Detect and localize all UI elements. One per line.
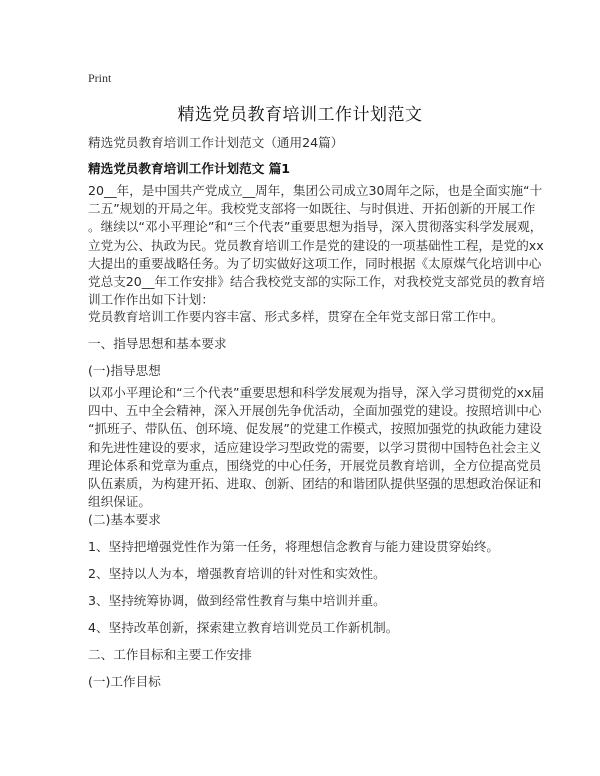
- paragraph-line: 二五”规划的开局之年。我校党支部将一如既往、与时俱进、开拓创新的开展工作: [88, 201, 536, 217]
- page-title: 精选党员教育培训工作计划范文: [177, 105, 423, 125]
- paragraph-line: 。继续以“邓小平理论”和“三个代表”重要思想为指导，深入贯彻落实科学发展观，: [88, 219, 543, 235]
- paragraph-line: 20__年，是中国共产党成立__周年，集团公司成立30周年之际，也是全面实施“十: [88, 183, 543, 198]
- paragraph-line: 四中、五中全会精神，深入开展创先争优活动，全面加强党的建设。按照培训中心: [88, 403, 542, 419]
- paragraph-line: 党总支20__年工作安排》结合我校党支部的实际工作，对我校党支部党员的教育培: [88, 274, 545, 290]
- paragraph-line: 大提出的重要战略任务。为了切实做好这项工作，同时根据《太原煤气化培训中心: [88, 255, 542, 271]
- print-label: Print: [88, 71, 112, 85]
- heading-guiding-and-requirements: 一、指导思想和基本要求: [88, 336, 227, 351]
- requirement-item: 2、坚持以人为本，增强教育培训的针对性和实效性。: [88, 566, 386, 581]
- paragraph-line: 和先进性建设的要求，适应建设学习型政党的需要，以学习贯彻中国特色社会主义: [88, 439, 542, 455]
- paragraph-line: 组织保证。: [88, 494, 151, 510]
- paragraph-line: 训工作作出如下计划：: [88, 292, 214, 308]
- paragraph-line: 理论体系和党章为重点，围绕党的中心任务，开展党员教育培训，全方位提高党员: [88, 457, 542, 473]
- requirement-item: 3、坚持统筹协调，做到经常性教育与集中培训并重。: [88, 593, 386, 608]
- subheading-basic-requirements: (二)基本要求: [88, 512, 161, 527]
- section-heading: 精选党员教育培训工作计划范文 篇1: [88, 161, 291, 176]
- paragraph-line: 队伍素质，为构建开拓、进取、创新、团结的和谐团队提供坚强的思想政治保证和: [88, 476, 542, 492]
- paragraph-line: 立党为公、执政为民。党员教育培训工作是党的建设的一项基础性工程，是党的xx: [88, 237, 544, 253]
- subheading-work-goals: (一)工作目标: [88, 674, 161, 689]
- heading-goals-and-arrangements: 二、工作目标和主要工作安排: [88, 647, 252, 662]
- summary-line: 党员教育培训工作要内容丰富、形式多样，贯穿在全年党支部日常工作中。: [88, 309, 504, 324]
- requirement-item: 4、坚持改革创新，探索建立教育培训党员工作新机制。: [88, 620, 399, 635]
- subheading-guiding-thought: (一)指导思想: [88, 363, 161, 378]
- paragraph-line: 以邓小平理论和“三个代表”重要思想和科学发展观为指导，深入学习贯彻党的xx届: [88, 385, 545, 400]
- intro-paragraph: [88, 182, 545, 309]
- paragraph-line: “抓班子、带队伍、创环境、促发展”的党建工作模式，按照加强党的执政能力建设: [88, 421, 542, 437]
- requirement-item: 1、坚持把增强党性作为第一任务，将理想信念教育与能力建设贯穿始终。: [88, 539, 500, 554]
- guiding-paragraph: [88, 384, 545, 511]
- document-subtitle: 精选党员教育培训工作计划范文（通用24篇）: [88, 135, 344, 150]
